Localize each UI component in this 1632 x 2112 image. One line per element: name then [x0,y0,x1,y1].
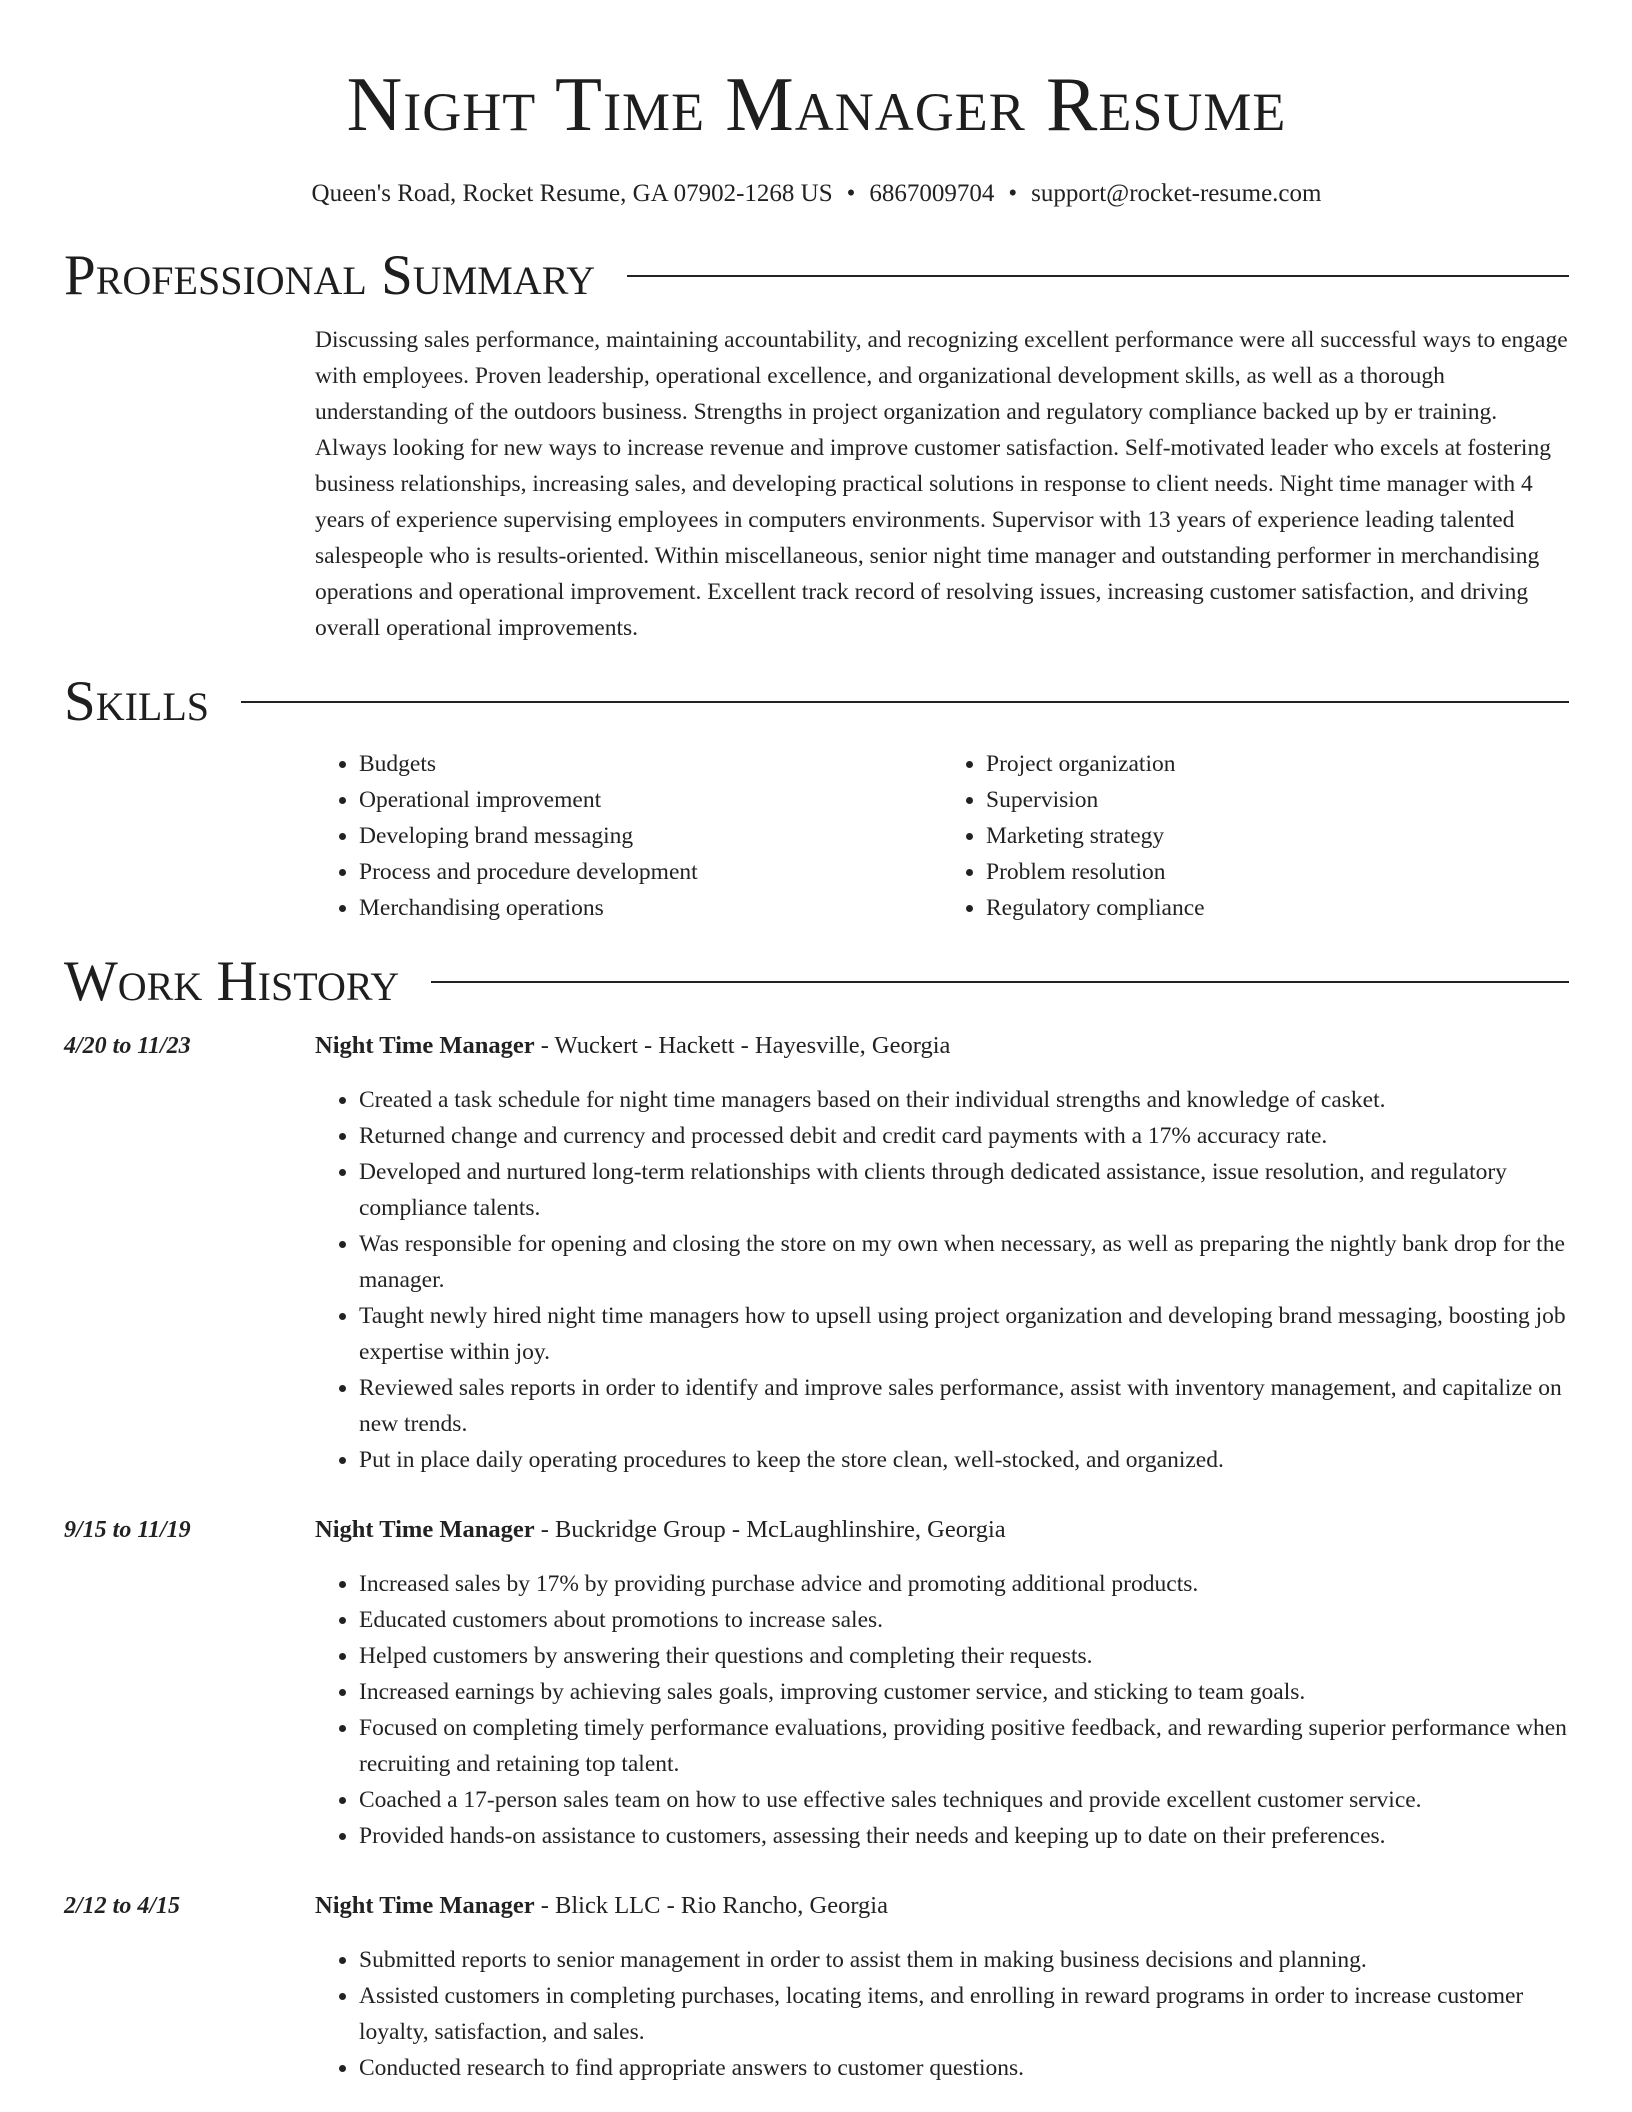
job-bullet: • Conducted research to find appropriate answers to customer questions. [359,2050,1569,2086]
skill-item: • Operational improvement [359,782,942,818]
work-section-header [64,946,1569,1018]
summary-section-header [64,240,1569,312]
job-dates: 9/15 to 11/19 [64,1517,191,1543]
skill-item: • Developing brand messaging [359,818,942,854]
skills-column-right [942,746,1569,926]
job-dates: 2/12 to 4/15 [64,1893,181,1919]
summary-section [315,322,1569,646]
job-company: - Wuckert - Hackett - Hayesville, Georgia [534,1032,951,1059]
section-divider [431,981,1569,983]
job-bullets [315,1942,1569,2086]
job-bullet: • Reviewed sales reports in order to identify and improve sales performance, assist with inventory management, and capitalize on new trends. [359,1370,1569,1442]
job-company: - Blick LLC - Rio Rancho, Georgia [534,1892,888,1919]
job-bullet: • Was responsible for opening and closing the store on my own when necessary, as well as preparing the nightly bank drop for the manager. [359,1226,1569,1298]
job-headline [315,1888,1569,1924]
skill-item: • Process and procedure development [359,854,942,890]
job-bullet: • Provided hands-on assistance to customers, assessing their needs and keeping up to date on their preferences. [359,1818,1569,1854]
job-headline [315,1512,1569,1548]
skill-item: • Marketing strategy [986,818,1569,854]
skill-item: • Regulatory compliance [986,890,1569,926]
section-divider [627,275,1569,277]
job-bullet: • Taught newly hired night time managers how to upsell using project organization and developing brand messaging, boosting job expertise within joy. [359,1298,1569,1370]
contact-address: Queen's Road, Rocket Resume, GA 07902-1268 US [311,180,833,207]
skills-heading: Skills [64,670,210,733]
job-title: Night Time Manager [315,1516,535,1543]
skills-section-header [64,666,1569,738]
skills-column-left [315,746,942,926]
job-bullet: • Developed and nurtured long-term relationships with clients through dedicated assistance, issue resolution, and regulatory compliance talents. [359,1154,1569,1226]
skill-item: • Problem resolution [986,854,1569,890]
contact-separator: • [1008,180,1018,207]
job-bullet: • Put in place daily operating procedures to keep the store clean, well-stocked, and organized. [359,1442,1569,1478]
job-bullet: • Created a task schedule for night time managers based on their individual strengths and knowledge of casket. [359,1082,1569,1118]
work-heading: Work History [64,950,400,1013]
job-entry [64,1028,1569,1478]
contact-separator: • [846,180,856,207]
job-entry [64,1888,1569,2086]
job-bullet: • Increased earnings by achieving sales goals, improving customer service, and sticking to team goals. [359,1674,1569,1710]
job-bullet: • Coached a 17-person sales team on how to use effective sales techniques and provide excellent customer service. [359,1782,1569,1818]
resume-page [64,0,1569,2086]
job-detail [315,1028,1569,1478]
job-bullet: • Increased sales by 17% by providing purchase advice and promoting additional products. [359,1566,1569,1602]
job-bullet: • Returned change and currency and processed debit and credit card payments with a 17% accuracy rate. [359,1118,1569,1154]
job-headline [315,1028,1569,1064]
job-bullets [315,1566,1569,1854]
section-divider [241,701,1569,703]
job-entry [64,1512,1569,1854]
job-title: Night Time Manager [315,1892,535,1919]
job-bullets [315,1082,1569,1478]
job-title: Night Time Manager [315,1032,535,1059]
job-bullet: • Educated customers about promotions to increase sales. [359,1602,1569,1638]
job-detail [315,1888,1569,2086]
page-title: Night Time Manager Resume [346,61,1287,147]
skill-item: • Merchandising operations [359,890,942,926]
contact-phone: 6867009704 [869,180,995,207]
job-bullet: • Focused on completing timely performance evaluations, providing positive feedback, and rewarding superior performance when recruiting and retaining top talent. [359,1710,1569,1782]
job-bullet: • Helped customers by answering their questions and completing their requests. [359,1638,1569,1674]
summary-text: Discussing sales performance, maintaining accountability, and recognizing excellent performance were all successful ways to engage with employees. Proven leadership, operational excellence, and organizational development skills, as well as a thorough understanding of the outdoors business. Strengths in project organization and regulatory compliance backed up by er training. Always looking for new ways to increase revenue and improve customer satisfaction. Self-motivated leader who excels at fostering business relationships, increasing sales, and developing practical solutions in response to client needs. Night time manager with 4 years of experience supervising employees in computers environments. Supervisor with 13 years of experience leading talented salespeople who is results-oriented. Within miscellaneous, senior night time manager and outstanding performer in merchandising operations and operational improvement. Excellent track record of resolving issues, increasing customer satisfaction, and driving overall operational improvements. [315,327,1568,641]
skill-item: • Supervision [986,782,1569,818]
contact-line [64,178,1569,210]
job-bullet: • Assisted customers in completing purchases, locating items, and enrolling in reward programs in order to increase customer loyalty, satisfaction, and sales. [359,1978,1569,2050]
summary-heading: Professional Summary [64,244,596,307]
skill-item: • Project organization [986,746,1569,782]
contact-email: support@rocket-resume.com [1031,180,1322,207]
job-detail [315,1512,1569,1854]
job-dates: 4/20 to 11/23 [64,1033,191,1059]
job-bullet: • Submitted reports to senior management in order to assist them in making business decisions and planning. [359,1942,1569,1978]
job-company: - Buckridge Group - McLaughlinshire, Georgia [534,1516,1006,1543]
skill-item: • Budgets [359,746,942,782]
skills-list [315,746,1569,926]
